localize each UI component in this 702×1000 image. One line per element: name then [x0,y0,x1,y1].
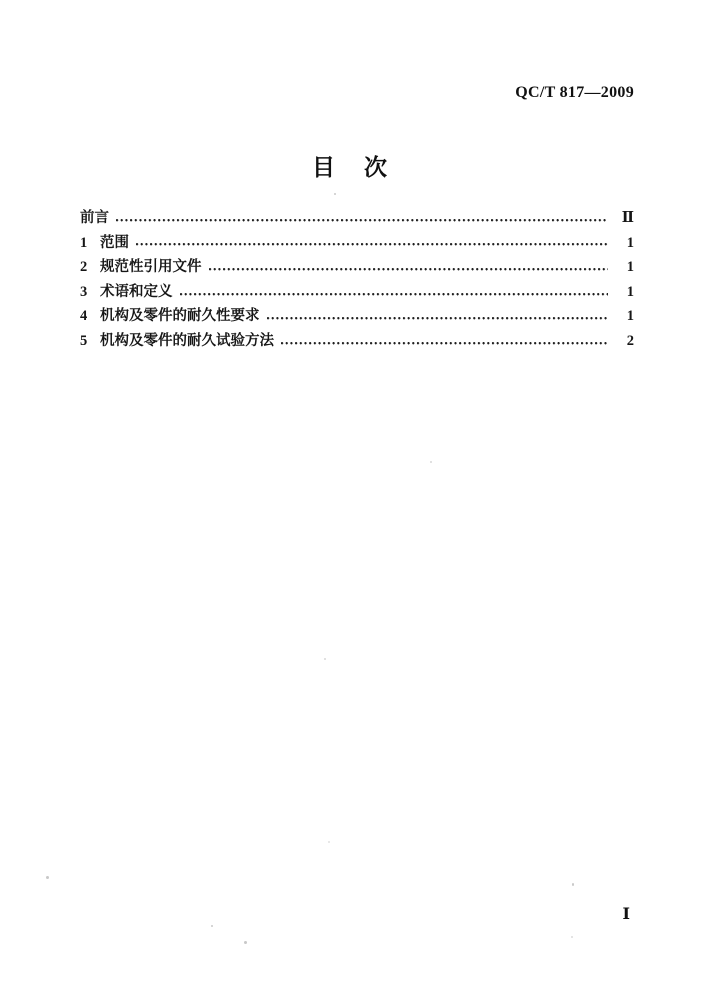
scan-speck [211,925,213,927]
scan-speck [571,936,573,938]
dot-leader [136,243,608,246]
toc-entry-label: 前言 [80,210,109,227]
scan-speck [334,193,336,195]
dot-leader [209,268,609,271]
toc-entry-scope [80,231,634,256]
toc-entry-number: 4 [80,308,88,325]
toc-entry-terms-definitions [80,280,634,305]
scan-speck [572,883,574,886]
footer-page-number: Ⅰ [622,906,630,923]
toc-entry-page: 2 [626,333,634,350]
toc-entry-durability-requirements [80,304,634,329]
scan-speck [430,461,432,463]
toc-entry-label: 术语和定义 [100,283,173,300]
toc-entry-number: 1 [80,234,88,251]
table-of-contents [80,206,634,354]
toc-entry-number: 3 [80,283,88,300]
toc-entry-page: 1 [626,234,634,251]
toc-entry-foreword [80,206,634,231]
toc-entry-number: 5 [80,333,88,350]
page-title: 目 次 [312,155,390,181]
scan-speck [324,658,326,660]
toc-entry-page: 1 [626,283,634,300]
toc-entry-durability-test-methods [80,329,634,354]
toc-entry-label: 机构及零件的耐久试验方法 [100,333,274,350]
toc-entry-page: 1 [626,259,634,276]
toc-entry-label: 机构及零件的耐久性要求 [100,308,260,325]
toc-entry-label: 规范性引用文件 [100,259,202,276]
scan-speck [244,941,247,944]
toc-entry-number: 2 [80,259,88,276]
dot-leader [180,293,609,296]
toc-entry-normative-references [80,255,634,280]
dot-leader [116,219,608,222]
dot-leader [281,342,608,345]
toc-entry-page: 1 [626,308,634,325]
scan-speck [328,841,330,843]
toc-entry-page: Ⅱ [621,210,634,227]
scan-speck [46,876,49,879]
dot-leader [267,317,609,320]
standard-code-header: QC/T 817—2009 [515,84,634,101]
toc-entry-label: 范围 [100,234,129,251]
